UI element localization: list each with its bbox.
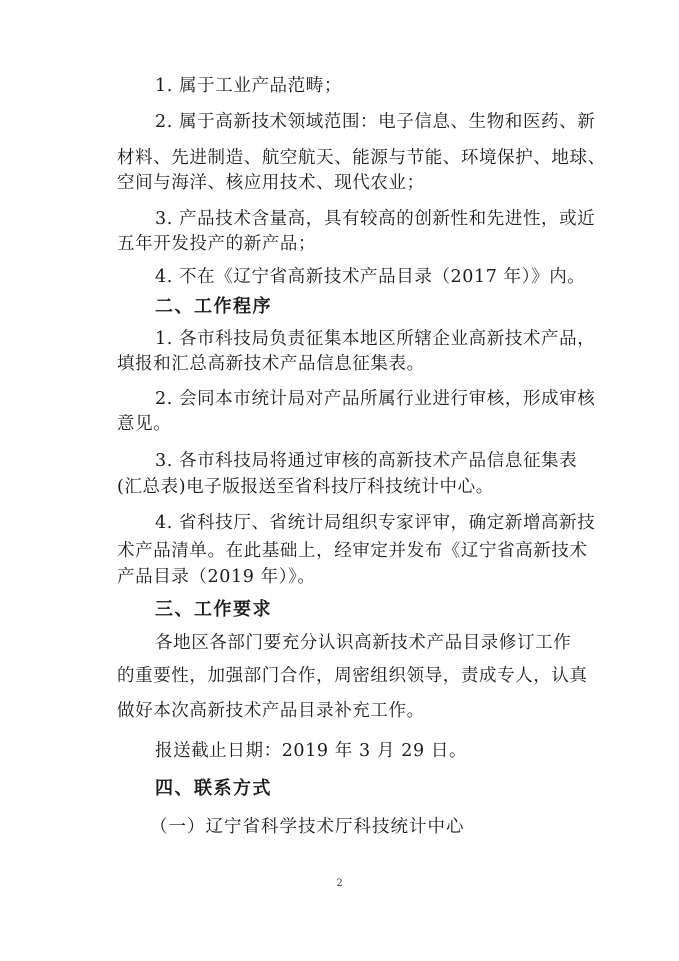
s2-item-3-line-2: (汇总表)电子版报送至省科技厅科技统计中心。	[117, 477, 494, 497]
s2-item-4-line-1: 4. 省科技厅、省统计局组织专家评审，确定新增高新技	[155, 513, 596, 533]
section-2-heading: 二、工作程序	[155, 296, 272, 317]
s3-para-line-1: 各地区各部门要充分认识高新技术产品目录修订工作	[155, 633, 572, 653]
s3-para-line-3: 做好本次高新技术产品目录补充工作。	[117, 701, 425, 721]
s2-item-1-line-2: 填报和汇总高新技术产品信息征集表。	[117, 354, 425, 374]
s2-item-2-line-1: 2. 会同本市统计局对产品所属行业进行审核，形成审核	[155, 389, 596, 409]
condition-2-line-2: 材料、先进制造、航空航天、能源与节能、环境保护、地球、	[117, 148, 606, 168]
condition-3-line-2: 五年开发投产的新产品；	[117, 234, 317, 254]
s2-item-4-line-2: 术产品清单。在此基础上，经审定并发布《辽宁省高新技术	[117, 541, 588, 561]
condition-2-line-3: 空间与海洋、核应用技术、现代农业；	[117, 173, 425, 193]
page-number: 2	[336, 878, 343, 889]
s2-item-4-line-3: 产品目录（2019 年）》。	[117, 567, 316, 587]
condition-3-line-1: 3. 产品技术含量高，具有较高的创新性和先进性，或近	[155, 209, 596, 229]
contact-sub-heading: （一）辽宁省科学技术厅科技统计中心	[150, 817, 465, 837]
s2-item-1-line-1: 1. 各市科技局负责征集本地区所辖企业高新技术产品，	[155, 329, 596, 349]
condition-1: 1. 属于工业产品范畴；	[155, 76, 342, 96]
section-3-heading: 三、工作要求	[155, 599, 272, 620]
section-4-heading: 四、联系方式	[155, 778, 272, 799]
s2-item-3-line-1: 3. 各市科技局将通过审核的高新技术产品信息征集表	[155, 451, 578, 471]
s3-para-line-2: 的重要性，加强部门合作，周密组织领导，责成专人，认真	[117, 666, 588, 686]
s2-item-2-line-2: 意见。	[117, 414, 172, 434]
condition-2-line-1: 2. 属于高新技术领域范围：电子信息、生物和医药、新	[155, 112, 596, 132]
deadline-text: 报送截止日期：2019 年 3 月 29 日。	[155, 741, 468, 761]
condition-4: 4. 不在《辽宁省高新技术产品目录（2017 年）》内。	[155, 267, 586, 287]
